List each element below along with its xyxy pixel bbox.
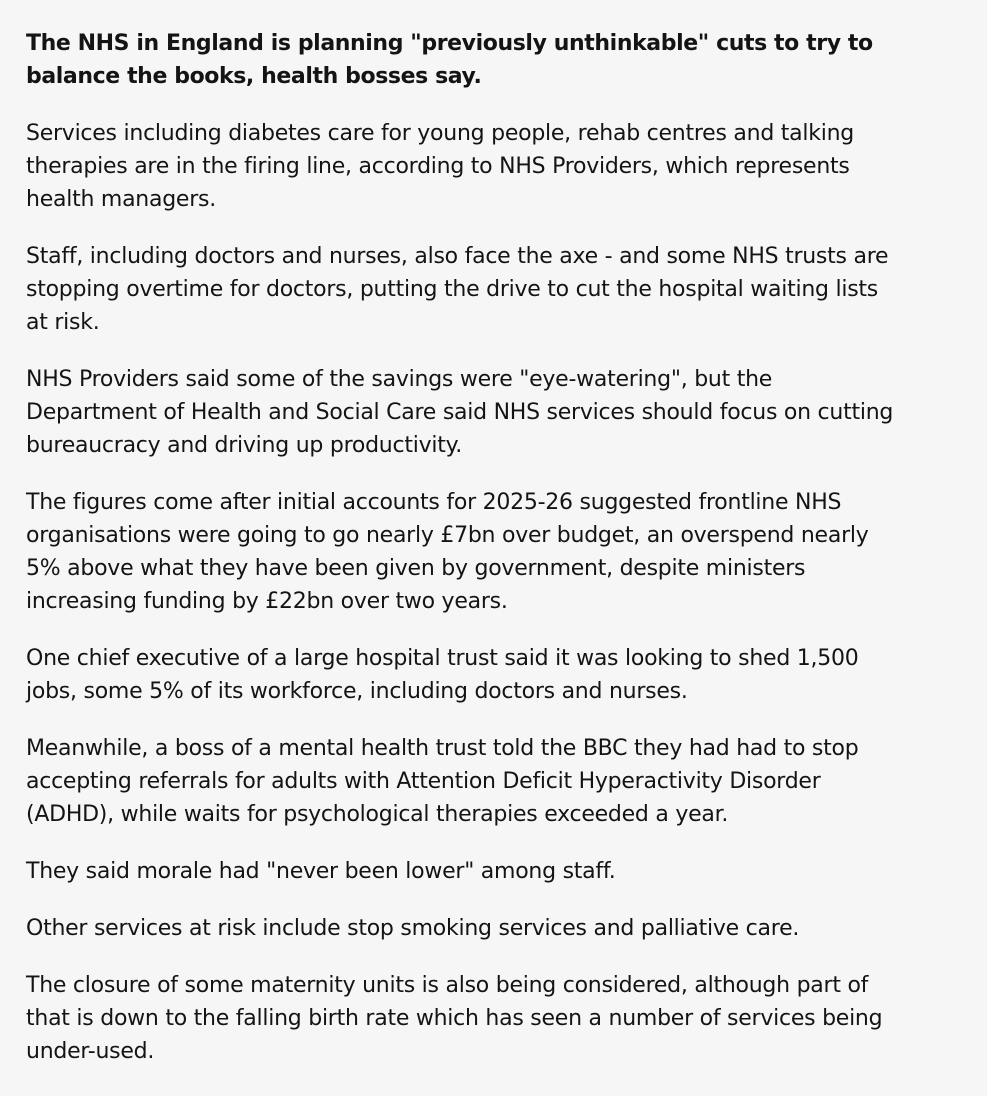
article-paragraph: Services including diabetes care for young people, rehab centres and talking therapies are in the firing line, according to NHS Providers, which represents health managers. bbox=[26, 121, 855, 212]
article-lead-paragraph: The NHS in England is planning "previously unthinkable" cuts to try to balance the books, health bosses say. bbox=[26, 31, 873, 89]
article-paragraph: NHS Providers said some of the savings were "eye-watering", but the Department of Health and Social Care said NHS services should focus on cutting bureaucracy and driving up productivity. bbox=[26, 367, 894, 458]
article-paragraph: They said morale had "never been lower" among staff. bbox=[26, 859, 616, 884]
article-paragraph: Other services at risk include stop smoking services and palliative care. bbox=[26, 916, 800, 941]
article-paragraph: The closure of some maternity units is also being considered, although part of that is down to the falling birth rate which has seen a number of services being under-used. bbox=[26, 973, 883, 1064]
article-paragraph: The figures come after initial accounts for 2025-26 suggested frontline NHS organisations were going to go nearly £7bn over budget, an overspend nearly 5% above what they have been given by government, despite ministers increasing funding by £22bn over two years. bbox=[26, 490, 869, 614]
article-paragraph: Staff, including doctors and nurses, also face the axe - and some NHS trusts are stopping overtime for doctors, putting the drive to cut the hospital waiting lists at risk. bbox=[26, 244, 889, 335]
article-paragraph: Meanwhile, a boss of a mental health trust told the BBC they had had to stop accepting referrals for adults with Attention Deficit Hyperactivity Disorder (ADHD), while waits for psychological therapies exceeded a year. bbox=[26, 736, 859, 827]
article-body bbox=[26, 27, 906, 1092]
article-paragraph: One chief executive of a large hospital trust said it was looking to shed 1,500 jobs, some 5% of its workforce, including doctors and nurses. bbox=[26, 646, 859, 704]
